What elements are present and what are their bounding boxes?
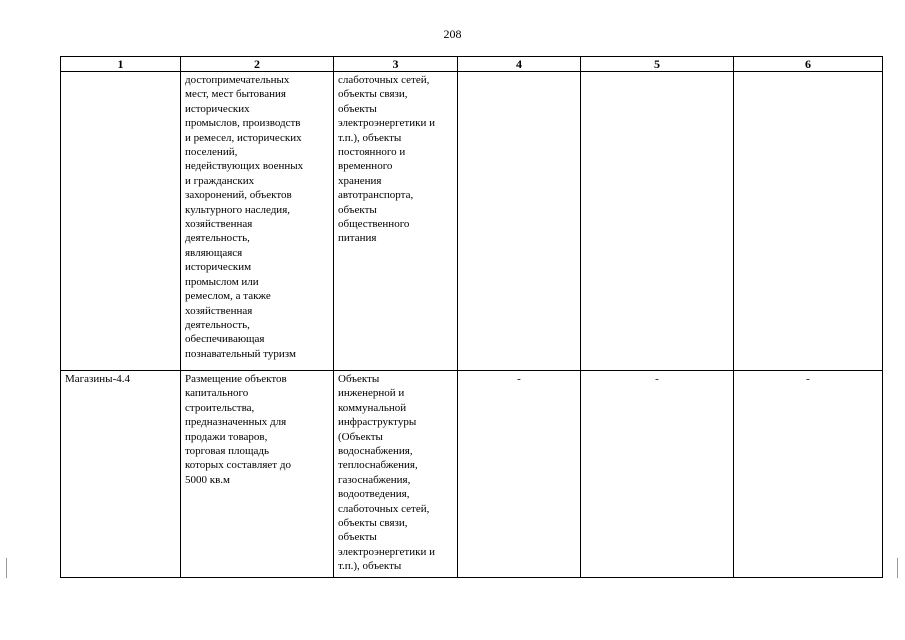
page-number: 208 xyxy=(443,27,462,41)
table-row xyxy=(61,371,883,578)
header-col-1: 1 xyxy=(61,57,181,72)
scan-mark-left xyxy=(6,558,7,578)
cell-col-4: - xyxy=(458,371,581,578)
cell-col-5: - xyxy=(581,371,734,578)
header-col-6: 6 xyxy=(734,57,883,72)
cell-use-description: достопримечательных мест, мест бытования исторических промыслов, производств и ремесел, исторических поселений, недействующих военных и гражданских захоронений, объектов культурного наследия, хозяйственная деятельность, являющаяся историческим промыслом или ремеслом, а также хозяйственная деятельность, обеспечивающая познавательный туризм xyxy=(181,72,334,371)
header-col-4: 4 xyxy=(458,57,581,72)
header-col-5: 5 xyxy=(581,57,734,72)
cell-col-6: - xyxy=(734,371,883,578)
cell-auxiliary-uses: Объекты инженерной и коммунальной инфраструктуры (Объекты водоснабжения, теплоснабжения, газоснабжения, водоотведения, слаботочных сетей, объекты связи, объекты электроэнергетики и т.п.), объекты xyxy=(334,371,458,578)
header-col-2: 2 xyxy=(181,57,334,72)
scan-mark-right xyxy=(897,558,898,578)
cell-use-description: Размещение объектов капитального строительства, предназначенных для продажи товаров, торговая площадь которых составляет до 5000 кв.м xyxy=(181,371,334,578)
table-row xyxy=(61,72,883,371)
header-col-3: 3 xyxy=(334,57,458,72)
cell-auxiliary-uses: слаботочных сетей, объекты связи, объекты электроэнергетики и т.п.), объекты постоянного и временного хранения автотранспорта, объекты общественного питания xyxy=(334,72,458,371)
regulations-table xyxy=(60,56,883,578)
cell-col-4 xyxy=(458,72,581,371)
header-row xyxy=(61,57,883,72)
cell-col-5 xyxy=(581,72,734,371)
cell-col-6 xyxy=(734,72,883,371)
cell-use-name xyxy=(61,72,181,371)
cell-use-name: Магазины-4.4 xyxy=(61,371,181,578)
